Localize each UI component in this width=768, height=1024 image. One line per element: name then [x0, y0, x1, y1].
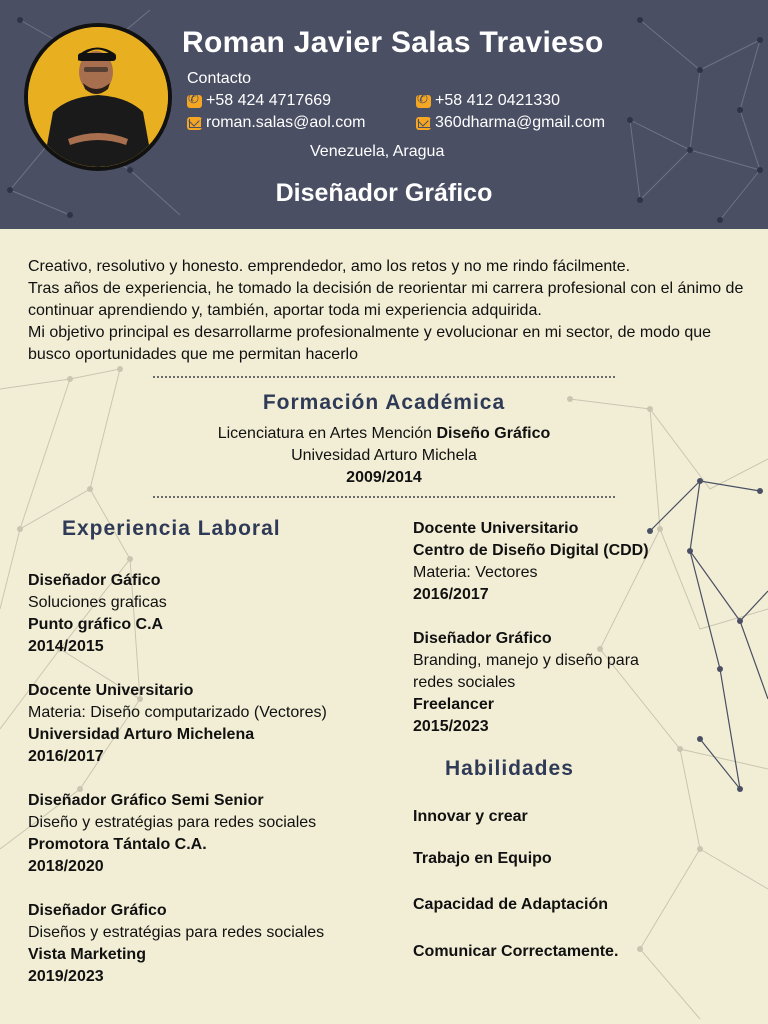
divider	[153, 496, 615, 498]
job-years: 2019/2023	[28, 968, 104, 985]
skill-item: Comunicar Correctamente.	[413, 943, 619, 960]
education-school: Univesidad Arturo Michela	[291, 447, 477, 464]
job-description: Branding, manejo y diseño para redes sociales	[413, 652, 639, 691]
email-2[interactable]	[416, 114, 605, 132]
job-description: Diseños y estratégias para redes sociales	[28, 924, 325, 941]
job-description: Soluciones graficas	[28, 594, 167, 611]
education-block	[0, 423, 768, 489]
experience-right-column	[413, 518, 743, 760]
experience-entry	[28, 790, 388, 878]
person-avatar-icon	[28, 27, 168, 167]
experience-entry	[28, 570, 388, 658]
job-position: Diseñador Gáfico	[28, 572, 161, 589]
phone-1[interactable]	[187, 92, 331, 110]
full-name: Roman Javier Salas Travieso	[182, 26, 604, 59]
experience-entry	[413, 628, 673, 738]
job-position: Diseñador Gráfico	[28, 902, 167, 919]
skill-item: Innovar y crear	[413, 808, 528, 825]
summary-line: Mi objetivo principal es desarrollarme profesionalmente y evolucionar en mi sector, de modo que busco oportunidades que me permitan hacerlo	[28, 324, 712, 363]
email-1[interactable]	[187, 114, 365, 132]
job-company: Universidad Arturo Michelena	[28, 726, 255, 743]
mail-icon	[187, 117, 202, 130]
phone-1-text: +58 424 4717669	[206, 92, 332, 109]
skill-item: Capacidad de Adaptación	[413, 896, 608, 913]
email-1-text: roman.salas@aol.com	[206, 114, 366, 131]
job-years: 2015/2023	[413, 718, 489, 735]
divider	[153, 376, 615, 378]
job-company: Promotora Tántalo C.A.	[28, 836, 207, 853]
phone-2[interactable]	[416, 92, 560, 110]
phone-icon	[416, 95, 431, 108]
mail-icon	[416, 117, 431, 130]
education-years: 2009/2014	[346, 469, 422, 486]
summary-line: Tras años de experiencia, he tomado la decisión de reorientar mi carrera profesional con el ánimo de continuar aprendiendo y, también, aportar toda mi experiencia adquirida.	[28, 280, 744, 319]
job-years: 2016/2017	[413, 586, 489, 603]
skills-title: Habilidades	[445, 757, 574, 780]
header-banner	[0, 0, 768, 229]
location: Venezuela, Aragua	[310, 143, 445, 160]
experience-left-column	[28, 570, 388, 1010]
job-position: Diseñador Gráfico	[413, 630, 552, 647]
phone-2-text: +58 412 0421330	[435, 92, 561, 109]
experience-entry	[28, 900, 388, 988]
job-position: Docente Universitario	[413, 520, 579, 537]
job-years: 2016/2017	[28, 748, 104, 765]
job-company: Freelancer	[413, 696, 494, 713]
job-company: Punto gráfico C.A	[28, 616, 164, 633]
experience-title: Experiencia Laboral	[62, 517, 281, 540]
profile-summary	[28, 256, 748, 366]
email-2-text: 360dharma@gmail.com	[435, 114, 606, 131]
job-company: Vista Marketing	[28, 946, 146, 963]
degree-prefix: Licenciatura en Artes Mención	[217, 425, 437, 442]
summary-line: Creativo, resolutivo y honesto. emprendedor, amo los retos y no me rindo fácilmente.	[28, 258, 631, 275]
experience-entry	[28, 680, 388, 768]
profile-photo	[24, 23, 172, 171]
phone-icon	[187, 95, 202, 108]
job-description: Materia: Diseño computarizado (Vectores)	[28, 704, 327, 721]
skill-item: Trabajo en Equipo	[413, 850, 552, 867]
education-title: Formación Académica	[262, 391, 506, 414]
job-years: 2018/2020	[28, 858, 104, 875]
degree-specialty: Diseño Gráfico	[436, 425, 551, 442]
job-years: 2014/2015	[28, 638, 104, 655]
job-position: Diseñador Gráfico Semi Senior	[28, 792, 264, 809]
job-role-title: Diseñador Gráfico	[275, 179, 493, 207]
contact-label: Contacto	[187, 70, 252, 87]
job-description: Materia: Vectores	[413, 564, 538, 581]
education-degree	[0, 423, 768, 445]
job-company: Centro de Diseño Digital (CDD)	[413, 542, 649, 559]
job-position: Docente Universitario	[28, 682, 194, 699]
experience-entry	[413, 518, 743, 606]
job-description: Diseño y estratégias para redes sociales	[28, 814, 317, 831]
